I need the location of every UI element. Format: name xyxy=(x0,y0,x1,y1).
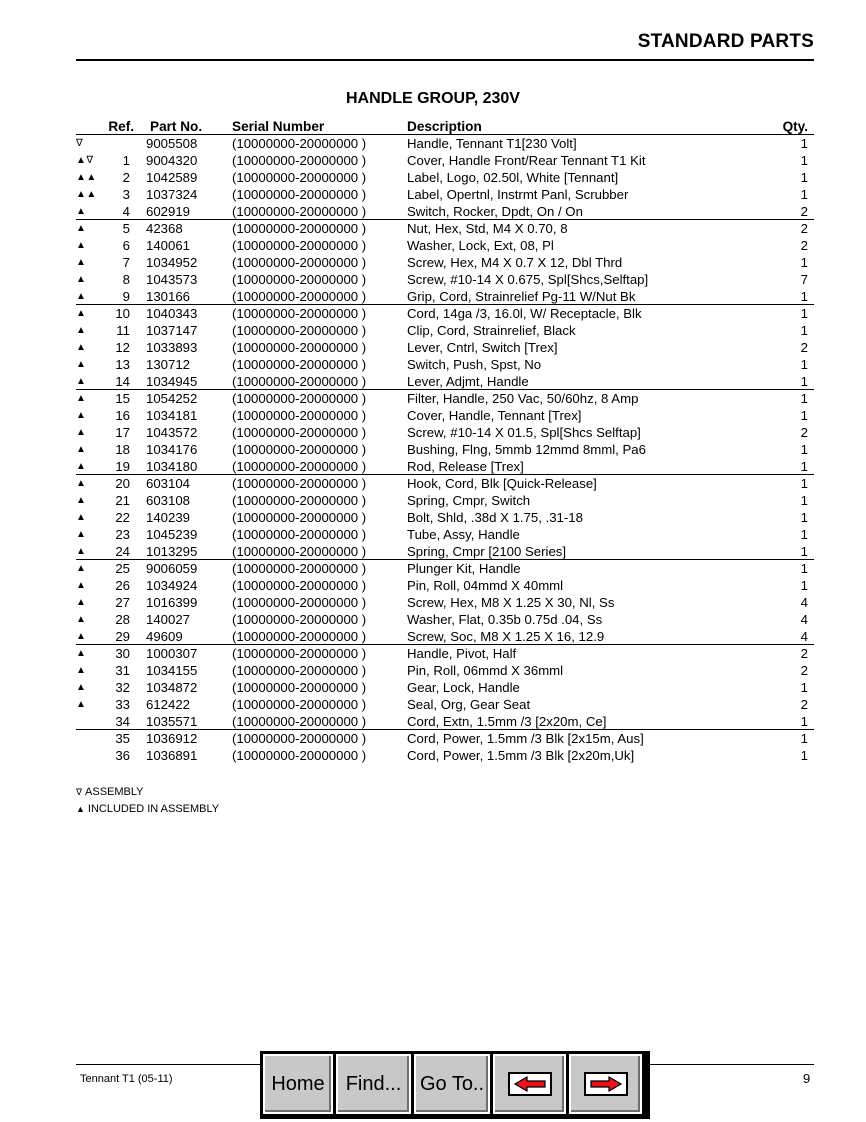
col-header-serial-number: Serial Number xyxy=(232,119,325,134)
description-cell: Spring, Cmpr, Switch xyxy=(407,493,531,508)
assembly-indicator: ▲ xyxy=(76,512,87,523)
assembly-indicator: ∇ xyxy=(76,138,84,149)
description-cell: Screw, Soc, M8 X 1.25 X 16, 12.9 xyxy=(407,629,605,644)
assembly-indicator: ▲ xyxy=(76,665,87,676)
assembly-indicator: ▲ xyxy=(76,376,87,387)
ref-cell: 33 xyxy=(115,697,130,712)
description-cell: Bushing, Flng, 5mmb 12mmd 8mml, Pa6 xyxy=(407,442,646,457)
legend-included-text: INCLUDED IN ASSEMBLY xyxy=(87,803,220,815)
assembly-indicator: ▲ xyxy=(76,682,87,693)
assembly-indicator: ▲ xyxy=(76,206,87,217)
legend xyxy=(76,784,219,818)
description-cell: Bolt, Shld, .38d X 1.75, .31-18 xyxy=(407,510,583,525)
qty-cell: 1 xyxy=(800,306,808,321)
assembly-indicator: ▲ xyxy=(76,359,87,370)
part-no-cell: 1054252 xyxy=(146,391,198,406)
table-row xyxy=(76,186,814,203)
part-no-cell: 1034945 xyxy=(146,374,198,389)
ref-cell: 29 xyxy=(115,629,130,644)
serial-number-cell: (10000000-20000000 ) xyxy=(232,170,367,185)
serial-number-cell: (10000000-20000000 ) xyxy=(232,476,367,491)
part-no-cell: 9004320 xyxy=(146,153,198,168)
ref-cell: 25 xyxy=(115,561,130,576)
description-cell: Seal, Org, Gear Seat xyxy=(407,697,531,712)
assembly-indicator: ▲ xyxy=(76,614,87,625)
serial-number-cell: (10000000-20000000 ) xyxy=(232,408,367,423)
ref-cell: 22 xyxy=(115,510,130,525)
ref-cell: 14 xyxy=(115,374,130,389)
ref-cell: 4 xyxy=(122,204,130,219)
description-cell: Cord, Power, 1.5mm /3 Blk [2x15m, Aus] xyxy=(407,731,644,746)
description-cell: Spring, Cmpr [2100 Series] xyxy=(407,544,567,559)
serial-number-cell: (10000000-20000000 ) xyxy=(232,629,367,644)
serial-number-cell: (10000000-20000000 ) xyxy=(232,612,367,627)
part-no-cell: 612422 xyxy=(146,697,191,712)
qty-cell: 4 xyxy=(800,595,808,610)
table-row xyxy=(76,679,814,696)
part-no-cell: 130166 xyxy=(146,289,191,304)
table-row xyxy=(76,356,814,373)
part-no-cell: 140027 xyxy=(146,612,191,627)
serial-number-cell: (10000000-20000000 ) xyxy=(232,697,367,712)
description-cell: Cover, Handle Front/Rear Tennant T1 Kit xyxy=(407,153,646,168)
ref-cell: 19 xyxy=(115,459,130,474)
table-row xyxy=(76,135,814,152)
description-cell: Clip, Cord, Strainrelief, Black xyxy=(407,323,576,338)
table-row xyxy=(76,543,814,560)
ref-cell: 12 xyxy=(115,340,130,355)
description-cell: Tube, Assy, Handle xyxy=(407,527,520,542)
qty-cell: 1 xyxy=(800,408,808,423)
assembly-indicator: ▲ xyxy=(76,274,87,285)
serial-number-cell: (10000000-20000000 ) xyxy=(232,714,367,729)
description-cell: Hook, Cord, Blk [Quick-Release] xyxy=(407,476,597,491)
table-row xyxy=(76,475,814,492)
table-row xyxy=(76,305,814,322)
ref-cell: 10 xyxy=(115,306,130,321)
assembly-indicator: ▲ xyxy=(76,223,87,234)
qty-cell: 2 xyxy=(800,697,808,712)
table-row xyxy=(76,271,814,288)
table-header-row xyxy=(76,118,814,135)
qty-cell: 1 xyxy=(800,561,808,576)
qty-cell: 1 xyxy=(800,153,808,168)
ref-cell: 20 xyxy=(115,476,130,491)
part-no-cell: 1037324 xyxy=(146,187,198,202)
serial-number-cell: (10000000-20000000 ) xyxy=(232,306,367,321)
qty-cell: 1 xyxy=(800,187,808,202)
qty-cell: 1 xyxy=(800,680,808,695)
serial-number-cell: (10000000-20000000 ) xyxy=(232,340,367,355)
table-row xyxy=(76,424,814,441)
qty-cell: 1 xyxy=(800,459,808,474)
description-cell: Cord, 14ga /3, 16.0l, W/ Receptacle, Blk xyxy=(407,306,642,321)
part-no-cell: 9005508 xyxy=(146,136,198,151)
page-header-title: STANDARD PARTS xyxy=(637,31,814,52)
description-cell: Rod, Release [Trex] xyxy=(407,459,524,474)
ref-cell: 27 xyxy=(115,595,130,610)
description-cell: Filter, Handle, 250 Vac, 50/60hz, 8 Amp xyxy=(407,391,639,406)
ref-cell: 11 xyxy=(116,323,130,338)
ref-cell: 35 xyxy=(115,731,130,746)
description-cell: Pin, Roll, 04mmd X 40mml xyxy=(407,578,564,593)
table-row xyxy=(76,220,814,237)
assembly-indicator: ▲ xyxy=(76,495,87,506)
qty-cell: 2 xyxy=(800,204,808,219)
description-cell: Cord, Extn, 1.5mm /3 [2x20m, Ce] xyxy=(407,714,607,729)
qty-cell: 1 xyxy=(800,527,808,542)
qty-cell: 1 xyxy=(800,391,808,406)
part-no-cell: 603108 xyxy=(146,493,191,508)
assembly-indicator: ▲ xyxy=(76,546,87,557)
part-no-cell: 140239 xyxy=(146,510,191,525)
assembly-indicator: ▲ xyxy=(76,393,87,404)
table-row xyxy=(76,390,814,407)
part-no-cell: 1016399 xyxy=(146,595,198,610)
description-cell: Switch, Push, Spst, No xyxy=(407,357,542,372)
table-row xyxy=(76,509,814,526)
serial-number-cell: (10000000-20000000 ) xyxy=(232,646,367,661)
footer-model-date: Tennant T1 (05-11) xyxy=(80,1073,173,1085)
legend-assembly-text: ASSEMBLY xyxy=(85,786,144,798)
qty-cell: 2 xyxy=(800,646,808,661)
ref-cell: 8 xyxy=(122,272,130,287)
serial-number-cell: (10000000-20000000 ) xyxy=(232,272,367,287)
assembly-indicator: ▲ xyxy=(76,410,87,421)
part-no-cell: 1013295 xyxy=(146,544,198,559)
find-button[interactable]: Find... xyxy=(336,1054,411,1114)
table-row xyxy=(76,560,814,577)
assembly-symbol-icon: ∇ xyxy=(76,787,83,797)
table-row xyxy=(76,730,814,747)
table-row xyxy=(76,152,814,169)
qty-cell: 1 xyxy=(800,578,808,593)
footer-divider-right xyxy=(648,1064,814,1065)
assembly-indicator: ▲▲ xyxy=(76,189,97,200)
part-no-cell: 603104 xyxy=(146,476,191,491)
qty-cell: 7 xyxy=(800,272,808,287)
description-cell: Handle, Tennant T1[230 Volt] xyxy=(407,136,577,151)
qty-cell: 1 xyxy=(800,510,808,525)
serial-number-cell: (10000000-20000000 ) xyxy=(232,578,367,593)
col-header-part-no: Part No. xyxy=(150,119,203,134)
assembly-indicator: ▲ xyxy=(76,240,87,251)
ref-cell: 24 xyxy=(115,544,130,559)
page-number: 9 xyxy=(803,1071,811,1086)
part-no-cell: 1033893 xyxy=(146,340,198,355)
ref-cell: 36 xyxy=(115,748,130,763)
qty-cell: 1 xyxy=(800,731,808,746)
header-divider xyxy=(76,59,814,61)
table-row xyxy=(76,577,814,594)
part-no-cell: 1045239 xyxy=(146,527,198,542)
part-no-cell: 1034181 xyxy=(146,408,198,423)
ref-cell: 17 xyxy=(115,425,130,440)
serial-number-cell: (10000000-20000000 ) xyxy=(232,221,367,236)
table-row xyxy=(76,713,814,730)
serial-number-cell: (10000000-20000000 ) xyxy=(232,187,367,202)
serial-number-cell: (10000000-20000000 ) xyxy=(232,323,367,338)
description-cell: Label, Logo, 02.50l, White [Tennant] xyxy=(407,170,619,185)
serial-number-cell: (10000000-20000000 ) xyxy=(232,748,367,763)
qty-cell: 1 xyxy=(800,255,808,270)
table-row xyxy=(76,322,814,339)
serial-number-cell: (10000000-20000000 ) xyxy=(232,136,367,151)
qty-cell: 1 xyxy=(800,493,808,508)
table-row xyxy=(76,203,814,220)
ref-cell: 5 xyxy=(122,221,130,236)
serial-number-cell: (10000000-20000000 ) xyxy=(232,544,367,559)
part-no-cell: 130712 xyxy=(146,357,191,372)
table-row xyxy=(76,407,814,424)
qty-cell: 2 xyxy=(800,663,808,678)
qty-cell: 1 xyxy=(800,289,808,304)
serial-number-cell: (10000000-20000000 ) xyxy=(232,680,367,695)
ref-cell: 6 xyxy=(122,238,130,253)
assembly-indicator: ▲ xyxy=(76,648,87,659)
part-no-cell: 1036891 xyxy=(146,748,198,763)
ref-cell: 16 xyxy=(115,408,130,423)
part-no-cell: 1042589 xyxy=(146,170,198,185)
navigation-bar xyxy=(260,1051,650,1119)
legend-assembly xyxy=(76,784,219,801)
qty-cell: 2 xyxy=(800,425,808,440)
table-row xyxy=(76,339,814,356)
description-cell: Pin, Roll, 06mmd X 36mml xyxy=(407,663,564,678)
table-row xyxy=(76,628,814,645)
assembly-indicator: ▲ xyxy=(76,444,87,455)
qty-cell: 1 xyxy=(800,323,808,338)
ref-cell: 13 xyxy=(115,357,130,372)
assembly-indicator: ▲ xyxy=(76,478,87,489)
table-row xyxy=(76,492,814,509)
part-no-cell: 1036912 xyxy=(146,731,198,746)
table-row xyxy=(76,611,814,628)
table-row xyxy=(76,747,814,764)
description-cell: Grip, Cord, Strainrelief Pg-11 W/Nut Bk xyxy=(407,289,636,304)
assembly-indicator: ▲ xyxy=(76,342,87,353)
included-symbol-icon: ▲ xyxy=(76,804,85,814)
assembly-indicator: ▲ xyxy=(76,631,87,642)
qty-cell: 1 xyxy=(800,544,808,559)
ref-cell: 9 xyxy=(122,289,130,304)
part-no-cell: 1034872 xyxy=(146,680,198,695)
serial-number-cell: (10000000-20000000 ) xyxy=(232,731,367,746)
table-row xyxy=(76,458,814,475)
description-cell: Label, Opertnl, Instrmt Panl, Scrubber xyxy=(407,187,629,202)
goto-button[interactable]: Go To.. xyxy=(414,1054,490,1114)
serial-number-cell: (10000000-20000000 ) xyxy=(232,357,367,372)
description-cell: Cord, Power, 1.5mm /3 Blk [2x20m,Uk] xyxy=(407,748,635,763)
part-no-cell: 1000307 xyxy=(146,646,198,661)
assembly-indicator: ▲ xyxy=(76,529,87,540)
serial-number-cell: (10000000-20000000 ) xyxy=(232,289,367,304)
description-cell: Switch, Rocker, Dpdt, On / On xyxy=(407,204,583,219)
assembly-indicator: ▲∇ xyxy=(76,155,94,166)
serial-number-cell: (10000000-20000000 ) xyxy=(232,595,367,610)
qty-cell: 1 xyxy=(800,714,808,729)
ref-cell: 28 xyxy=(115,612,130,627)
serial-number-cell: (10000000-20000000 ) xyxy=(232,153,367,168)
section-title: HANDLE GROUP, 230V xyxy=(346,90,520,107)
ref-cell: 21 xyxy=(115,493,130,508)
description-cell: Lever, Adjmt, Handle xyxy=(407,374,529,389)
table-row xyxy=(76,441,814,458)
description-cell: Cover, Handle, Tennant [Trex] xyxy=(407,408,582,423)
ref-cell: 26 xyxy=(115,578,130,593)
description-cell: Screw, #10-14 X 01.5, Spl[Shcs Selftap] xyxy=(407,425,641,440)
table-row xyxy=(76,288,814,305)
ref-cell: 18 xyxy=(115,442,130,457)
part-no-cell: 1035571 xyxy=(146,714,198,729)
col-header-ref: Ref. xyxy=(108,119,134,134)
part-no-cell: 1043572 xyxy=(146,425,198,440)
description-cell: Handle, Pivot, Half xyxy=(407,646,517,661)
previous-page-button[interactable] xyxy=(493,1054,566,1114)
assembly-indicator: ▲ xyxy=(76,597,87,608)
qty-cell: 1 xyxy=(800,476,808,491)
next-page-button[interactable] xyxy=(569,1054,642,1114)
assembly-indicator: ▲ xyxy=(76,461,87,472)
table-row xyxy=(76,169,814,186)
serial-number-cell: (10000000-20000000 ) xyxy=(232,255,367,270)
parts-table xyxy=(76,118,814,764)
ref-cell: 15 xyxy=(115,391,130,406)
legend-included xyxy=(76,801,219,818)
serial-number-cell: (10000000-20000000 ) xyxy=(232,493,367,508)
part-no-cell: 42368 xyxy=(146,221,183,236)
serial-number-cell: (10000000-20000000 ) xyxy=(232,663,367,678)
ref-cell: 23 xyxy=(115,527,130,542)
description-cell: Plunger Kit, Handle xyxy=(407,561,521,576)
ref-cell: 30 xyxy=(115,646,130,661)
part-no-cell: 1034180 xyxy=(146,459,198,474)
assembly-indicator: ▲ xyxy=(76,291,87,302)
serial-number-cell: (10000000-20000000 ) xyxy=(232,391,367,406)
description-cell: Washer, Flat, 0.35b 0.75d .04, Ss xyxy=(407,612,603,627)
right-arrow-icon xyxy=(589,1076,623,1092)
ref-cell: 34 xyxy=(115,714,130,729)
part-no-cell: 1034176 xyxy=(146,442,198,457)
next-arrow-frame xyxy=(584,1072,628,1096)
left-arrow-icon xyxy=(513,1076,547,1092)
assembly-indicator: ▲ xyxy=(76,257,87,268)
description-cell: Screw, Hex, M4 X 0.7 X 12, Dbl Thrd xyxy=(407,255,623,270)
qty-cell: 2 xyxy=(800,340,808,355)
ref-cell: 31 xyxy=(115,663,130,678)
serial-number-cell: (10000000-20000000 ) xyxy=(232,204,367,219)
assembly-indicator: ▲▲ xyxy=(76,172,97,183)
qty-cell: 1 xyxy=(800,357,808,372)
table-row xyxy=(76,526,814,543)
serial-number-cell: (10000000-20000000 ) xyxy=(232,238,367,253)
table-row xyxy=(76,237,814,254)
description-cell: Screw, #10-14 X 0.675, Spl[Shcs,Selftap] xyxy=(407,272,649,287)
qty-cell: 1 xyxy=(800,136,808,151)
part-no-cell: 49609 xyxy=(146,629,183,644)
footer-divider-left xyxy=(76,1064,262,1065)
description-cell: Gear, Lock, Handle xyxy=(407,680,520,695)
part-no-cell: 9006059 xyxy=(146,561,198,576)
description-cell: Screw, Hex, M8 X 1.25 X 30, Nl, Ss xyxy=(407,595,615,610)
qty-cell: 4 xyxy=(800,629,808,644)
part-no-cell: 1034952 xyxy=(146,255,198,270)
table-row xyxy=(76,662,814,679)
part-no-cell: 1037147 xyxy=(146,323,198,338)
serial-number-cell: (10000000-20000000 ) xyxy=(232,510,367,525)
table-row xyxy=(76,594,814,611)
assembly-indicator: ▲ xyxy=(76,580,87,591)
part-no-cell: 1040343 xyxy=(146,306,198,321)
serial-number-cell: (10000000-20000000 ) xyxy=(232,425,367,440)
part-no-cell: 1043573 xyxy=(146,272,198,287)
qty-cell: 4 xyxy=(800,612,808,627)
qty-cell: 2 xyxy=(800,221,808,236)
description-cell: Washer, Lock, Ext, 08, Pl xyxy=(407,238,554,253)
part-no-cell: 140061 xyxy=(146,238,191,253)
previous-arrow-frame xyxy=(508,1072,552,1096)
ref-cell: 7 xyxy=(122,255,130,270)
ref-cell: 1 xyxy=(122,153,130,168)
ref-cell: 32 xyxy=(115,680,130,695)
table-row xyxy=(76,373,814,390)
col-header-qty: Qty. xyxy=(782,119,808,134)
qty-cell: 1 xyxy=(800,442,808,457)
qty-cell: 1 xyxy=(800,374,808,389)
serial-number-cell: (10000000-20000000 ) xyxy=(232,527,367,542)
qty-cell: 1 xyxy=(800,170,808,185)
serial-number-cell: (10000000-20000000 ) xyxy=(232,561,367,576)
qty-cell: 1 xyxy=(800,748,808,763)
home-button[interactable]: Home xyxy=(263,1054,333,1114)
ref-cell: 3 xyxy=(122,187,130,202)
part-no-cell: 1034155 xyxy=(146,663,198,678)
ref-cell: 2 xyxy=(122,170,130,185)
table-row xyxy=(76,254,814,271)
serial-number-cell: (10000000-20000000 ) xyxy=(232,459,367,474)
assembly-indicator: ▲ xyxy=(76,563,87,574)
description-cell: Lever, Cntrl, Switch [Trex] xyxy=(407,340,558,355)
table-body xyxy=(76,135,814,764)
part-no-cell: 602919 xyxy=(146,204,191,219)
table-row xyxy=(76,645,814,662)
serial-number-cell: (10000000-20000000 ) xyxy=(232,374,367,389)
qty-cell: 2 xyxy=(800,238,808,253)
part-no-cell: 1034924 xyxy=(146,578,198,593)
description-cell: Nut, Hex, Std, M4 X 0.70, 8 xyxy=(407,221,568,236)
col-header-description: Description xyxy=(407,119,482,134)
assembly-indicator: ▲ xyxy=(76,325,87,336)
assembly-indicator: ▲ xyxy=(76,427,87,438)
assembly-indicator: ▲ xyxy=(76,699,87,710)
serial-number-cell: (10000000-20000000 ) xyxy=(232,442,367,457)
table-row xyxy=(76,696,814,713)
assembly-indicator: ▲ xyxy=(76,308,87,319)
